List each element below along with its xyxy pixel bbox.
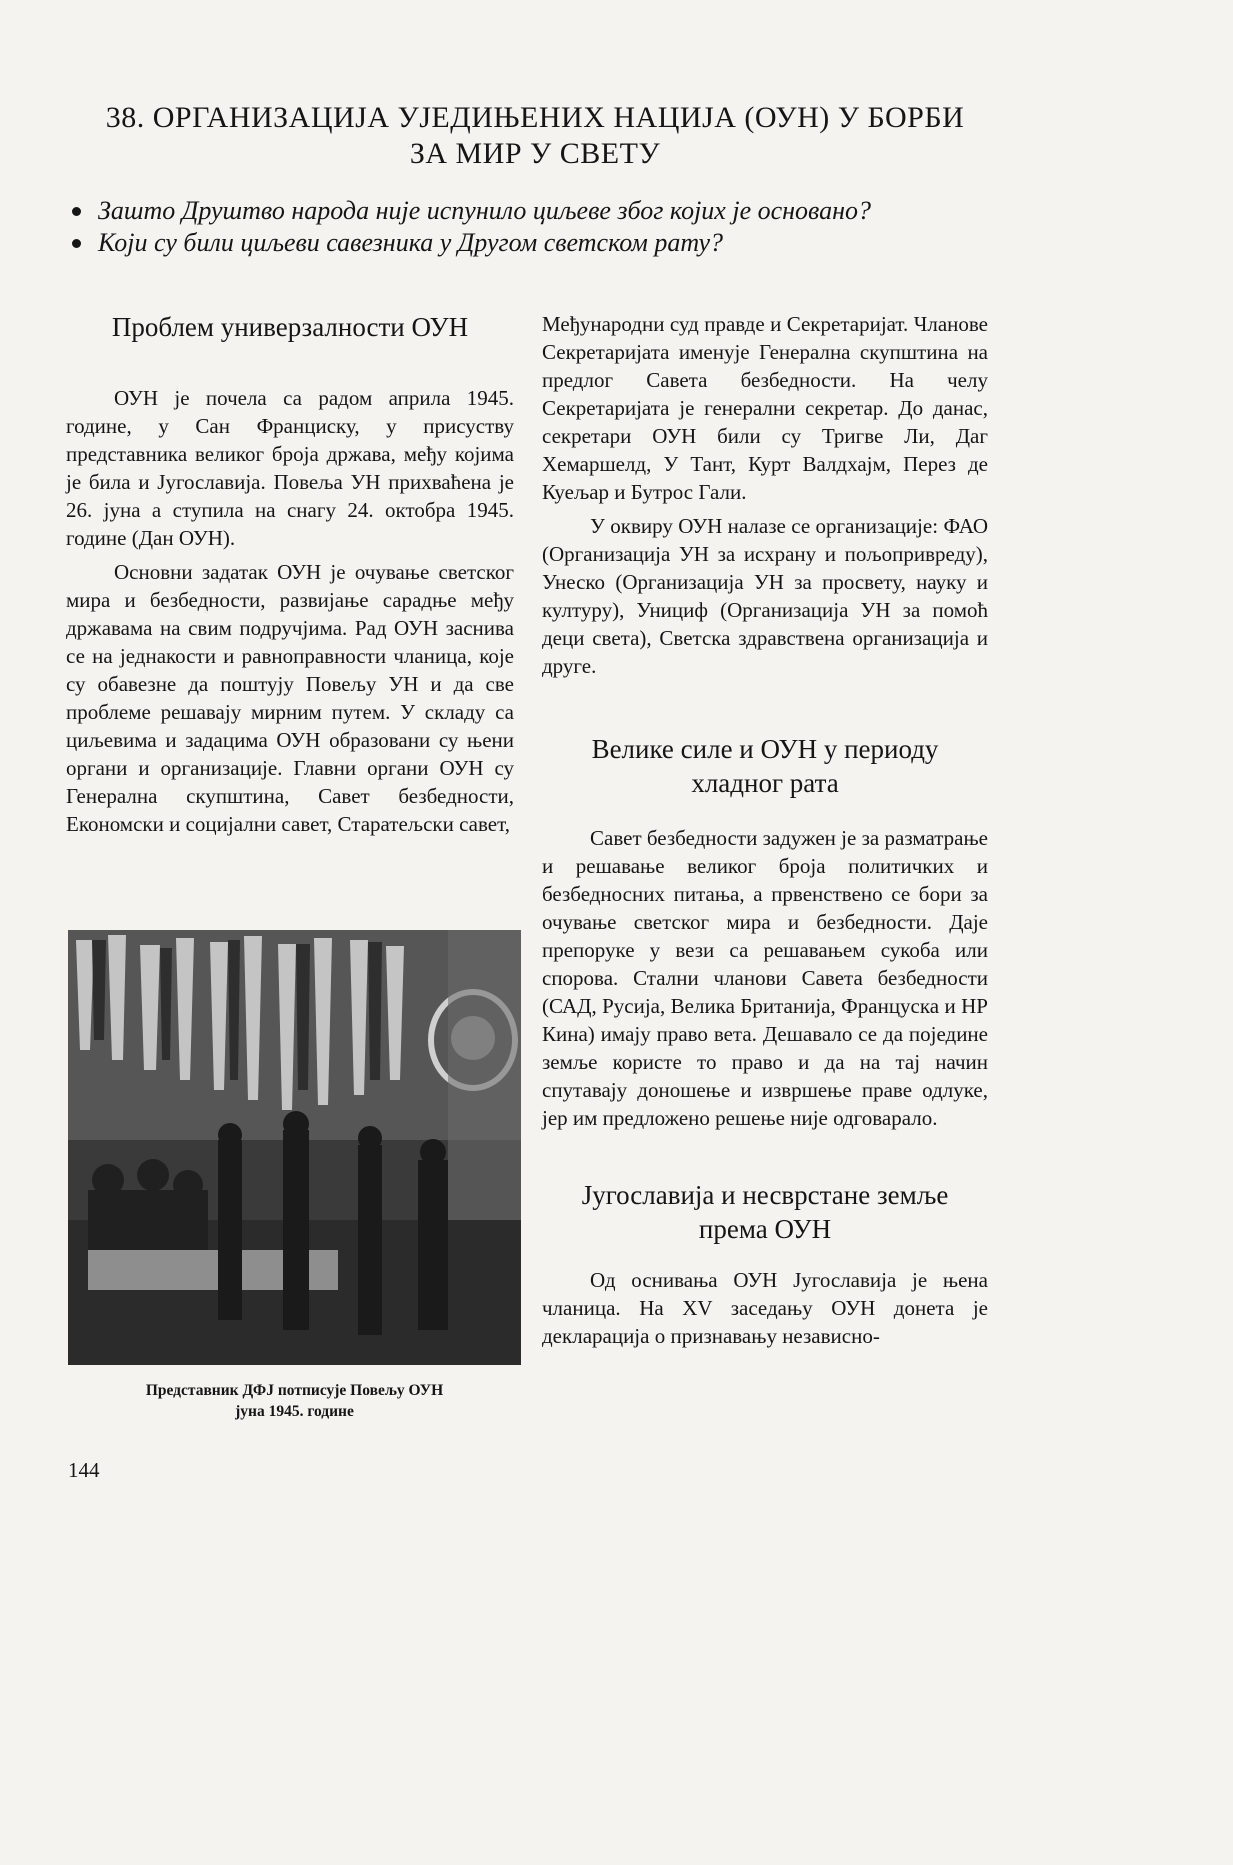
paragraph-organizations: У оквиру ОУН налазе се организације: ФАО (Организација УН за исхрану и пољопривреду), Унеско (Организација УН за просвету, науку и културу), Унициф (Организација УН за помоћ деци света), Светска здравствена организација и друге. — [542, 514, 988, 678]
bullet-icon — [72, 207, 81, 216]
photo-caption — [68, 1380, 521, 1422]
question-item — [72, 196, 982, 226]
chapter-title-line2: ЗА МИР У СВЕТУ — [409, 137, 661, 170]
question-item — [72, 228, 982, 258]
section-heading-cold-war — [542, 732, 988, 800]
photo-caption-line1: Представник ДФЈ потписује Повељу ОУН — [145, 1382, 444, 1399]
section-heading-yugoslavia-line1: Југославија и несврстане земље — [581, 1180, 949, 1210]
paragraph-yugoslavia-membership: Од оснивања ОУН Југославија је њена чланица. На XV заседању ОУН донета је декларација о признавању независно- — [542, 1268, 988, 1348]
left-column — [66, 310, 514, 838]
question-text: Који су били циљеви савезника у Другом светском рату? — [98, 228, 724, 257]
section-heading-yugoslavia — [542, 1178, 988, 1246]
right-column — [542, 310, 988, 1350]
paragraph-founding: ОУН је почела са радом априла 1945. године, у Сан Франциску, у присуству представника великог броја држава, међу којима је била и Југославија. Повеља УН прихваћена је 26. јуна а ступила на снагу 24. октобра 1945. године (Дан ОУН). — [66, 386, 514, 550]
section-heading-cold-war-line2: хладног рата — [691, 768, 839, 798]
chapter-title — [70, 100, 1000, 172]
section-heading-universality: Проблем универзалности ОУН — [111, 312, 469, 342]
section-heading-yugoslavia-line2: према ОУН — [698, 1214, 832, 1244]
section-heading-cold-war-line1: Велике силе и ОУН у периоду — [591, 734, 939, 764]
page-number: 144 — [68, 1458, 100, 1482]
paragraph-security-council: Савет безбедности задужен је за разматрање и решавање великог броја политичких и безбедносних питања, а првенствено се бори за очување светског мира и безбедности. Даје препоруке у вези са решавањем сукоба или спорова. Стални чланови Савета безбедности (САД, Русија, Велика Британија, Француска и НР Кина) имају право вета. Дешавало се да поједине земље користе то право и да на тај начин спутавају доношење и извршење праве одлуке, јер им предложено решење није одговарало. — [542, 826, 988, 1130]
paragraph-secretariat: Међународни суд правде и Секретаријат. Чланове Секретаријата именује Генерална скупштина на предлог Савета безбедности. На челу Секретаријата је генерални секретар. До данас, секретари ОУН били су Тригве Ли, Даг Хемаршелд, У Тант, Курт Валдхајм, Перез де Куељар и Бутрос Гали. — [542, 312, 988, 504]
signing-photo-illustration — [68, 930, 521, 1365]
bullet-icon — [72, 239, 81, 248]
chapter-title-line1: 38. ОРГАНИЗАЦИЈА УЈЕДИЊЕНИХ НАЦИЈА (ОУН) У БОРБИ — [105, 101, 965, 134]
review-questions — [72, 196, 982, 260]
photo-caption-line2: јуна 1945. године — [235, 1403, 354, 1420]
paragraph-main-task: Основни задатак ОУН је очување светског мира и безбедности, развијање сарадње међу државама на свим подручјима. Рад ОУН заснива се на једнакости и равноправности чланица, које су обавезне да поштују Повељу УН и да све проблеме решавају мирним путем. У складу са циљевима и задацима ОУН образовани су њени органи и организације. Главни органи ОУН су Генерална скупштина, Савет безбедности, Економски и социјални савет, Старатељски савет, — [66, 560, 514, 836]
signing-photo — [68, 930, 521, 1365]
question-text: Зашто Друштво народа није испунило циљеве због којих је основано? — [98, 196, 872, 225]
